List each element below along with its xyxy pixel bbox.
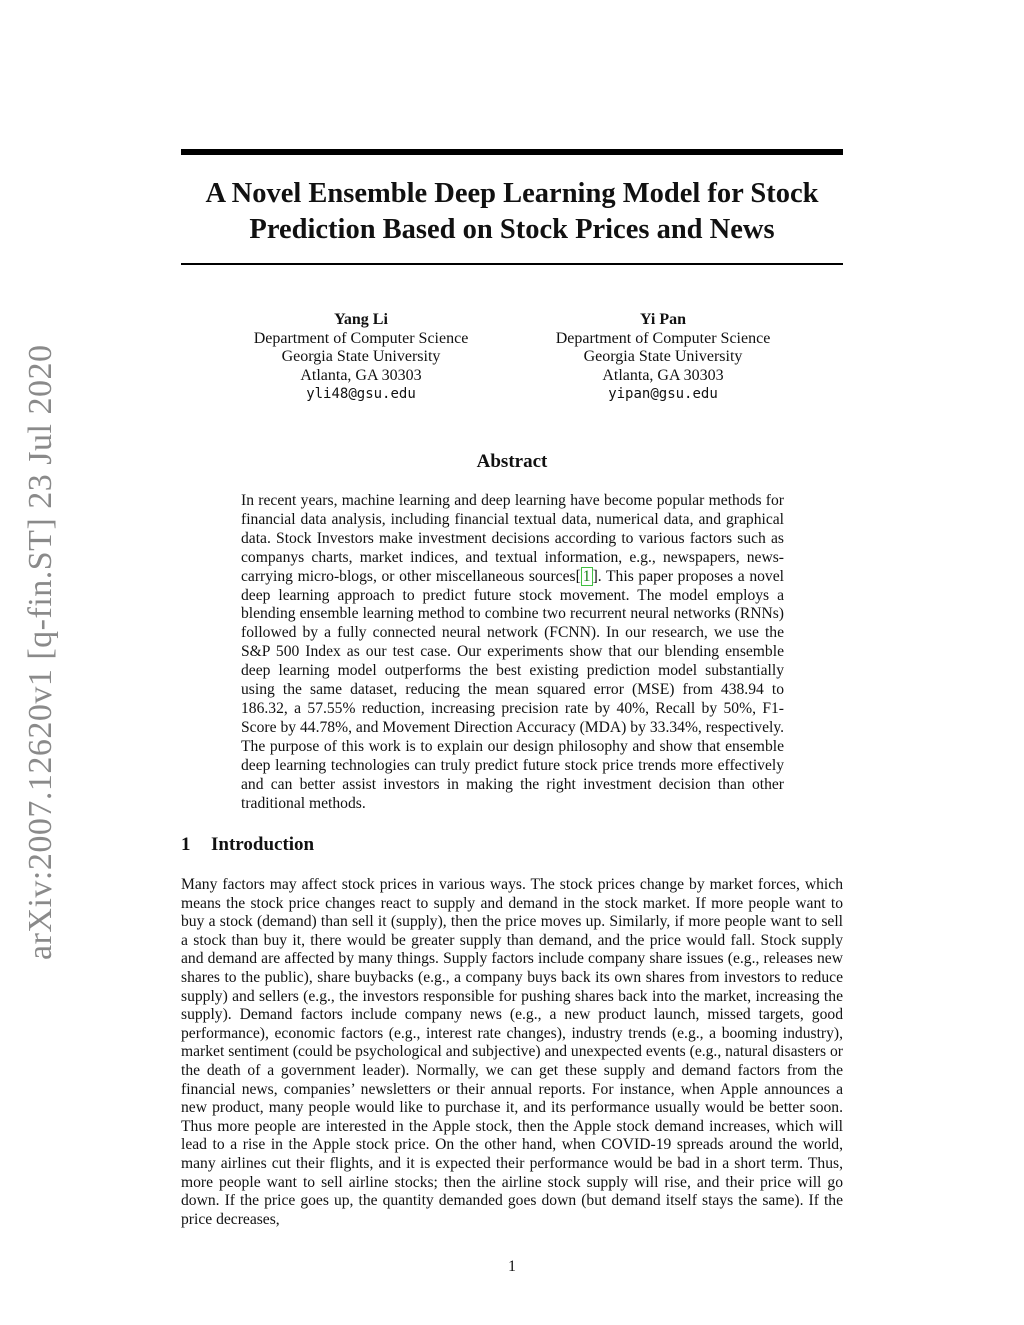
author-name: Yang Li xyxy=(334,311,388,328)
author-department: Department of Computer Science xyxy=(555,329,771,347)
author-block-2 xyxy=(513,311,813,404)
author-address: Atlanta, GA 30303 xyxy=(602,366,724,384)
author-department: Department of Computer Science xyxy=(253,329,469,347)
introduction-paragraph: Many factors may affect stock prices in various ways. The stock prices change by market forces, which means the stock price changes react to supply and demand in the stock market. If more people want to buy a stock (demand) than sell it (supply), then the price moves up. Similarly, if more people want to sell a stock than buy it, there would be greater supply than demand, and the price would fall. Stock supply and demand are affected by many things. Supply factors include company share issues (e.g., releases new shares to the public), share buybacks (e.g., a company buys back its own shares from investors to reduce supply) and sellers (e.g., the investors responsible for pushing shares back into the market, increasing the supply). Demand factors include company news (e.g., a new product launch, missed targets, good performance), economic factors (e.g., interest rate changes), industry trends (e.g., a booming industry), market sentiment (could be psychological and subjective) and unexpected events (e.g., natural disasters or the death of a government leader). Normally, we can get these supply and demand factors from the financial news, companies’ newsletters or their annual reports. For instance, when Apple announces a new product, many people would like to purchase it, and its performance usually would be better soon. Thus more people are interested in the Apple stock, then the Apple stock demand increases, which will lead to a rise in the Apple stock price. On the other hand, when COVID-19 spreads around the world, many airlines cut their flights, and it is expected their performance would be bad in a short term. Thus, more people want to sell airline stocks; then the airline stock supply will rise, and their price will go down. If the price goes up, the quantity demanded goes down (but demand itself stays the same). If the price decreases, xyxy=(181,876,843,1228)
author-address: Atlanta, GA 30303 xyxy=(300,366,422,384)
author-block-1 xyxy=(211,311,511,404)
abstract-text-part-2: ]. This paper proposes a novel deep learning approach to predict future stock movement. The model employs a blending ensemble learning method to combine two recurrent neural networks (RNNs) followed by a fully connected neural network (FCNN). In our research, we use the S&P 500 Index as our test case. Our experiments show that our blending ensemble deep learning model outperforms the best existing prediction model substantially using the same dataset, reducing the mean squared error (MSE) from 438.94 to 186.32, a 57.55% reduction, increasing precision rate by 40%, Recall by 50%, F1-Score by 44.78%, and Movement Direction Accuracy (MDA) by 33.34%, respectively. The purpose of this work is to explain our design philosophy and show that ensemble deep learning technologies can truly predict future stock price trends more effectively and can better assist investors in making the right investment decision than other traditional methods. xyxy=(241,567,784,812)
paper-title: A Novel Ensemble Deep Learning Model for Stock Prediction Based on Stock Prices and News xyxy=(205,178,819,245)
author-university: Georgia State University xyxy=(281,348,441,365)
page-number: 1 xyxy=(508,1258,516,1275)
abstract-body xyxy=(241,492,784,813)
author-email[interactable]: yli48@gsu.edu xyxy=(306,386,416,402)
section-number: 1 xyxy=(181,834,191,855)
section-heading-introduction xyxy=(181,834,843,856)
author-university: Georgia State University xyxy=(583,348,743,365)
title-bottom-rule xyxy=(181,263,843,265)
title-top-rule xyxy=(181,149,843,155)
abstract-heading: Abstract xyxy=(476,451,548,472)
author-name: Yi Pan xyxy=(639,311,687,328)
abstract-text-part-1: In recent years, machine learning and deep learning have become popular methods for financial data analysis, including financial textual data, numerical data, and graphical data. Stock Investors make investment decisions according to various factors such as companys charts, market indices, and textual information, e.g., newspapers, news-carrying micro-blogs, or other miscellaneous sources[ xyxy=(241,492,784,585)
section-title: Introduction xyxy=(211,834,315,855)
arxiv-identifier-stamp: arXiv:2007.12620v1 [q-fin.ST] 23 Jul 2020 xyxy=(22,344,59,960)
citation-link[interactable]: 1 xyxy=(582,567,591,585)
author-email[interactable]: yipan@gsu.edu xyxy=(608,386,718,402)
